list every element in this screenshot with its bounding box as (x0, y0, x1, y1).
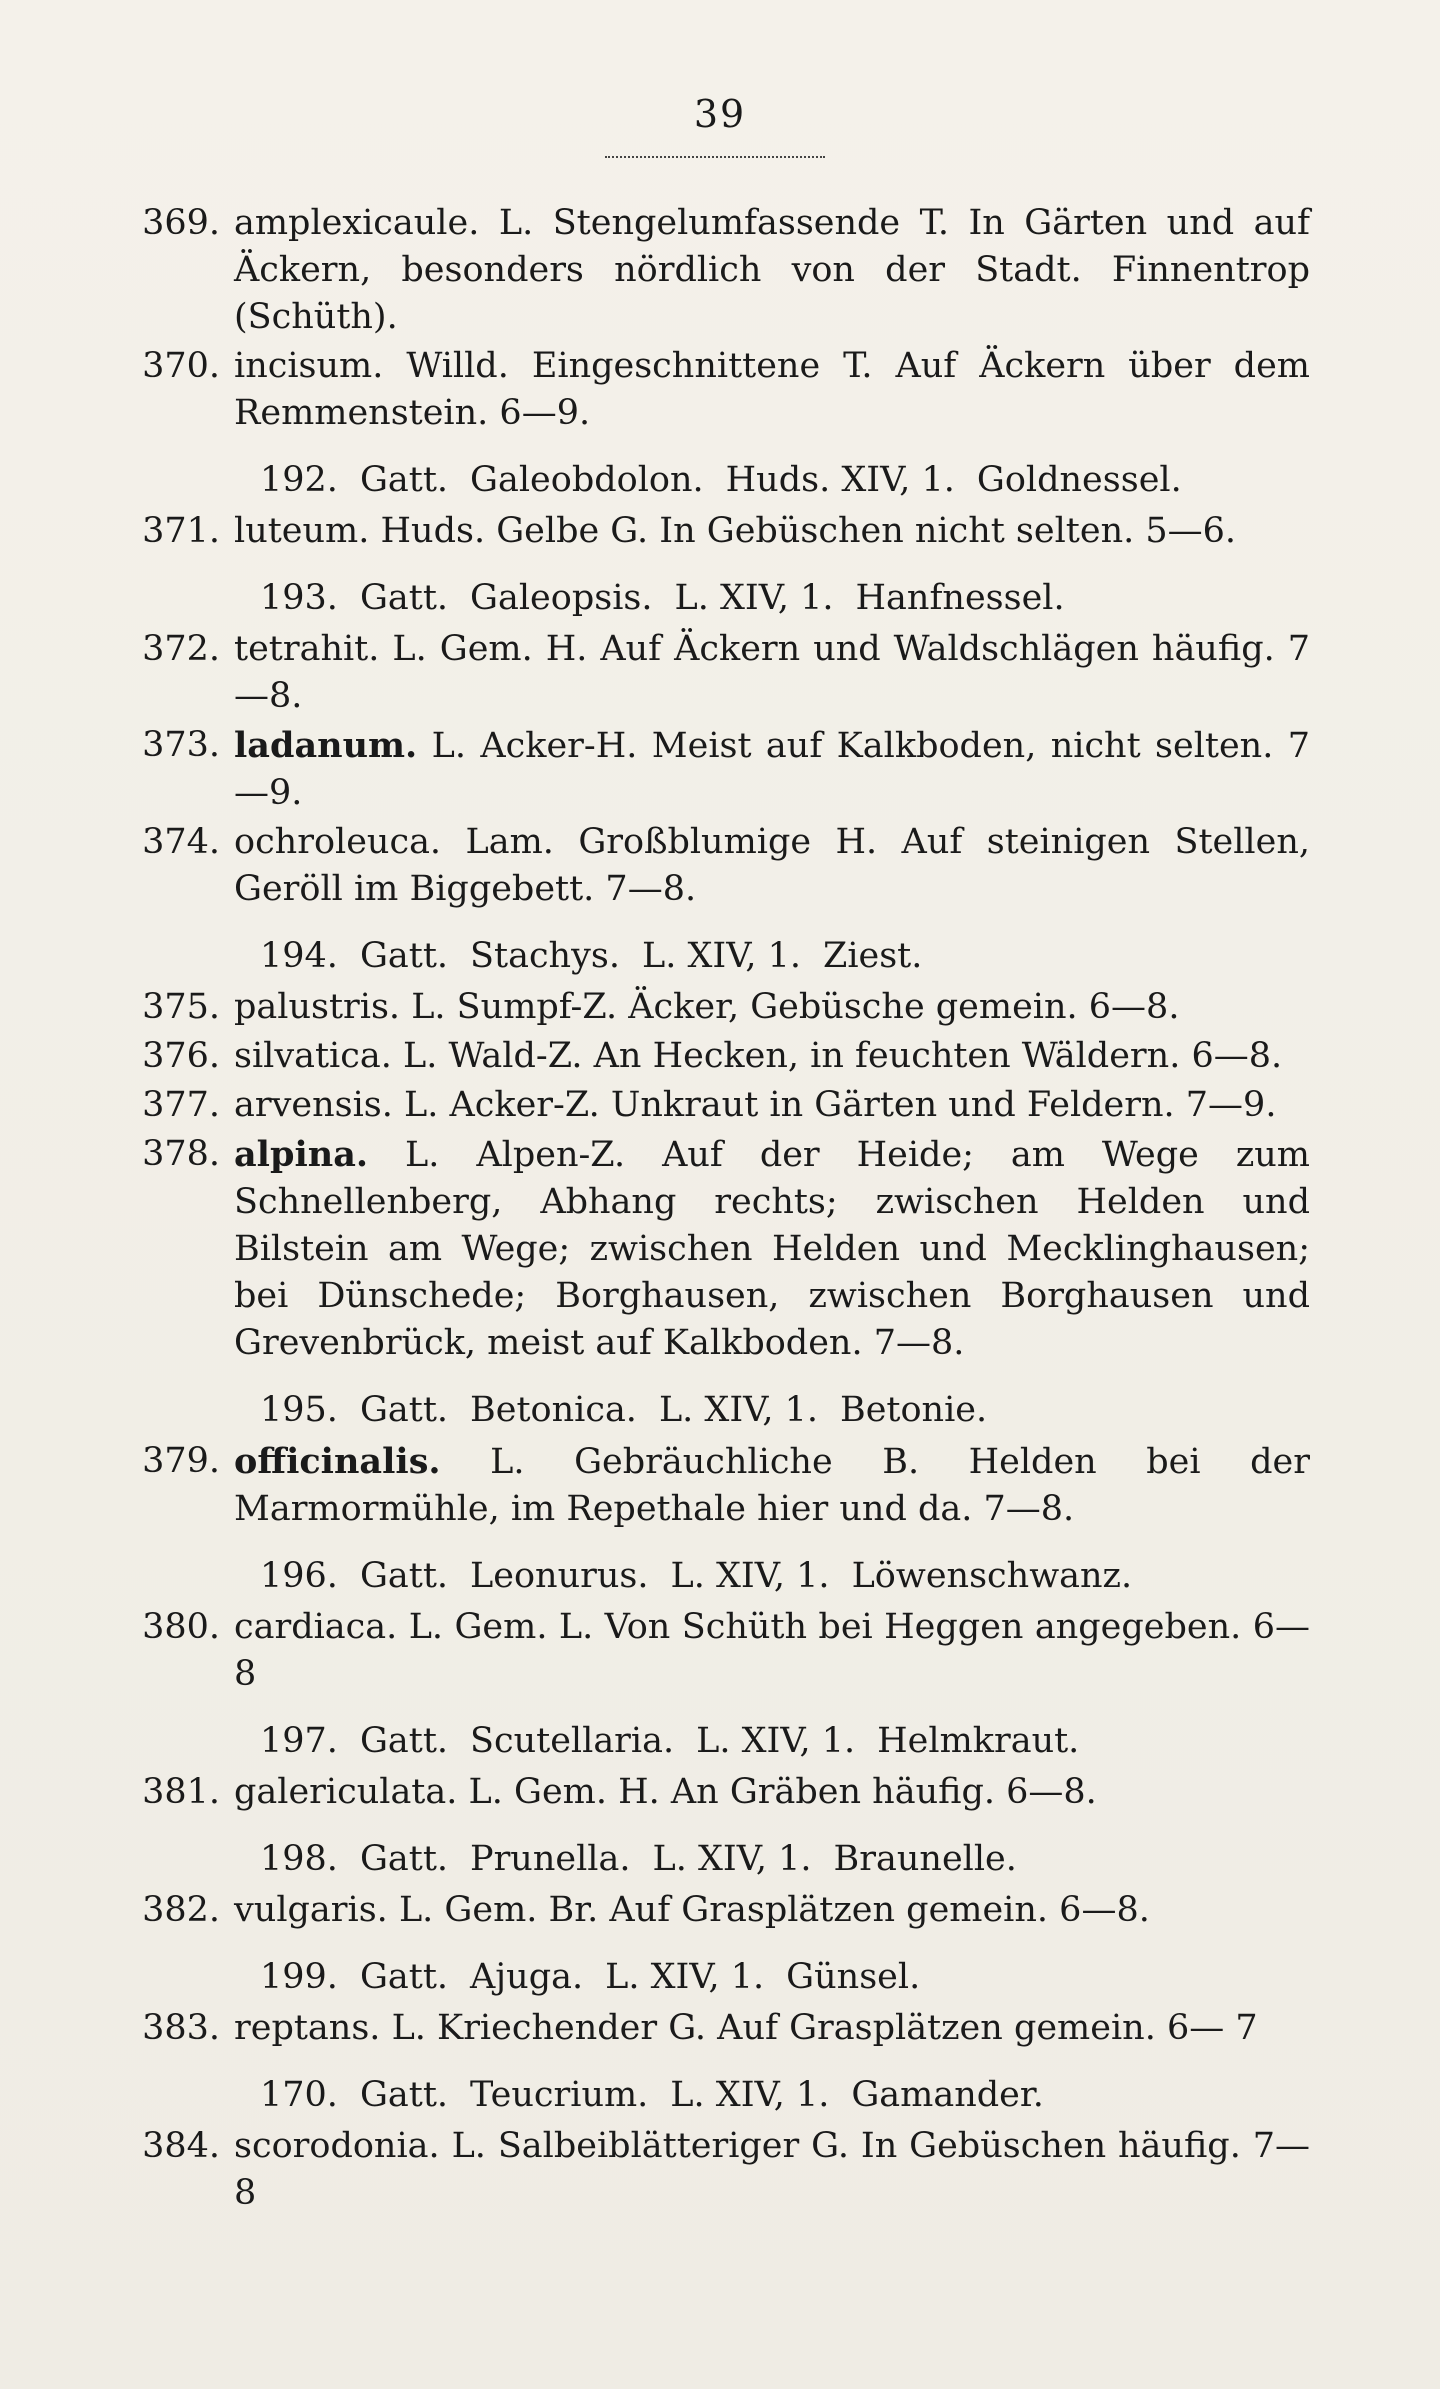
species-description: L. Gem. H. An Gräben häufig. 6—8. (468, 1772, 1097, 1812)
species-description: L. Alpen-Z. Auf der Heide; am Wege zum Schnellenberg, Abhang rechts; zwischen Helden und Bilstein am Wege; zwischen Helden und Mecklinghausen; bei Dünschede; Borghausen, zwischen Borghausen und Grevenbrück, meist auf Kalkboden. 7—8. (234, 1135, 1310, 1363)
species-entry (110, 1082, 1310, 1129)
species-name: incisum. (234, 346, 384, 386)
species-description: L. Salbeiblätteriger G. In Gebüschen häufig. 7— 8 (234, 2126, 1310, 2213)
species-entry (110, 819, 1310, 913)
species-number: 378. (142, 1134, 220, 1174)
species-entry (110, 2123, 1310, 2217)
species-description: L. Gem. Br. Auf Grasplätzen gemein. 6—8. (398, 1890, 1150, 1930)
genus-author: L. XIV, 1. (605, 1957, 765, 1997)
species-description: L. Stengelumfassende T. In Gärten und auf Äckern, besonders nördlich von der Stadt. Finnentrop (Schüth). (234, 203, 1310, 337)
species-name: alpina. (234, 1134, 369, 1175)
genus-num: 192. (260, 460, 338, 500)
genus-heading (110, 457, 1310, 504)
genus-num: 193. (260, 578, 338, 618)
genus-name: Galeobdolon. (470, 460, 704, 500)
species-number: 380. (142, 1607, 220, 1647)
genus-gatt: Gatt. (359, 1721, 449, 1761)
species-name: arvensis. (234, 1085, 393, 1125)
species-number: 382. (142, 1890, 220, 1930)
species-entry (110, 722, 1310, 817)
species-entry (110, 1887, 1310, 1934)
genus-german: Ziest. (823, 936, 923, 976)
species-number: 377. (142, 1085, 220, 1125)
species-description: L. Gem. H. Auf Äckern und Waldschlägen häufig. 7—8. (234, 629, 1310, 716)
genus-heading (110, 2072, 1310, 2119)
genus-german: Günsel. (786, 1957, 921, 1997)
species-entry (110, 1131, 1310, 1367)
species-entry (110, 1438, 1310, 1533)
genus-author: L. XIV, 1. (641, 936, 801, 976)
species-number: 369. (142, 203, 220, 243)
species-name: silvatica. (234, 1036, 392, 1076)
species-text (234, 819, 1310, 913)
species-description: Lam. Großblumige H. Auf steinigen Stellen, Geröll im Biggebett. 7—8. (234, 822, 1310, 909)
species-text (234, 984, 1310, 1031)
species-text (234, 1769, 1310, 1816)
species-entry (110, 2005, 1310, 2052)
species-name: galericulata. (234, 1772, 458, 1812)
species-text (234, 1887, 1310, 1934)
genus-german: Braunelle. (833, 1839, 1017, 1879)
species-text (234, 2123, 1310, 2217)
species-entry (110, 343, 1310, 437)
species-description: L. Kriechender G. Auf Grasplätzen gemein. 6— 7 (391, 2008, 1258, 2048)
genus-heading (110, 575, 1310, 622)
species-description: Willd. Eingeschnittene T. Auf Äckern über dem Remmenstein. 6—9. (234, 346, 1310, 433)
species-name: ladanum. (234, 725, 418, 766)
genus-gatt: Gatt. (359, 2075, 449, 2115)
genus-heading (110, 933, 1310, 980)
species-name: palustris. (234, 987, 401, 1027)
species-number: 371. (142, 511, 220, 551)
species-name: tetrahit. (234, 629, 380, 669)
species-entry (110, 984, 1310, 1031)
genus-num: 198. (260, 1839, 338, 1879)
genus-name: Scutellaria. (470, 1721, 675, 1761)
genus-author: L. XIV, 1. (652, 1839, 812, 1879)
genus-german: Hanfnessel. (855, 578, 1065, 618)
page-number: 39 (693, 92, 747, 136)
genus-heading (110, 1553, 1310, 1600)
species-description: L. Acker-H. Meist auf Kalkboden, nicht selten. 7—9. (234, 726, 1310, 813)
page-body (110, 200, 1310, 2219)
genus-author: L. XIV, 1. (696, 1721, 856, 1761)
species-text (234, 508, 1310, 555)
species-description: L. Sumpf-Z. Äcker, Gebüsche gemein. 6—8. (411, 987, 1180, 1027)
genus-author: Huds. XIV, 1. (725, 460, 955, 500)
species-number: 375. (142, 987, 220, 1027)
genus-heading (110, 1718, 1310, 1765)
species-description: L. Gebräuchliche B. Helden bei der Marmormühle, im Repethale hier und da. 7—8. (234, 1442, 1310, 1529)
species-description: L. Wald-Z. An Hecken, in feuchten Wäldern. 6—8. (402, 1036, 1283, 1076)
genus-num: 170. (260, 2075, 338, 2115)
species-number: 372. (142, 629, 220, 669)
species-text (234, 1438, 1310, 1533)
species-name: luteum. (234, 511, 370, 551)
genus-name: Stachys. (470, 936, 620, 976)
genus-author: L. XIV, 1. (674, 578, 834, 618)
genus-german: Goldnessel. (976, 460, 1182, 500)
species-entry (110, 200, 1310, 341)
species-number: 370. (142, 346, 220, 386)
genus-gatt: Gatt. (359, 1390, 449, 1430)
genus-german: Gamander. (851, 2075, 1044, 2115)
species-number: 383. (142, 2008, 220, 2048)
species-text (234, 1131, 1310, 1367)
genus-german: Löwenschwanz. (851, 1556, 1133, 1596)
genus-gatt: Gatt. (359, 1556, 449, 1596)
species-text (234, 1604, 1310, 1698)
genus-german: Helmkraut. (877, 1721, 1080, 1761)
genus-gatt: Gatt. (359, 936, 449, 976)
species-name: cardiaca. (234, 1607, 398, 1647)
genus-gatt: Gatt. (359, 1839, 449, 1879)
genus-heading (110, 1954, 1310, 2001)
species-text (234, 343, 1310, 437)
genus-heading (110, 1387, 1310, 1434)
genus-gatt: Gatt. (359, 1957, 449, 1997)
species-description: L. Gem. L. Von Schüth bei Heggen angegeben. 6—8 (234, 1607, 1310, 1694)
genus-name: Ajuga. (470, 1957, 584, 1997)
genus-name: Betonica. (470, 1390, 637, 1430)
genus-german: Betonie. (839, 1390, 988, 1430)
species-name: reptans. (234, 2008, 381, 2048)
genus-gatt: Gatt. (359, 578, 449, 618)
species-name: officinalis. (234, 1441, 441, 1482)
species-text (234, 1082, 1310, 1129)
genus-name: Leonurus. (470, 1556, 649, 1596)
species-number: 376. (142, 1036, 220, 1076)
species-text (234, 2005, 1310, 2052)
genus-heading (110, 1836, 1310, 1883)
species-number: 384. (142, 2126, 220, 2166)
species-description: Huds. Gelbe G. In Gebüschen nicht selten. 5—6. (380, 511, 1237, 551)
species-description: L. Acker-Z. Unkraut in Gärten und Feldern. 7—9. (404, 1085, 1277, 1125)
species-name: vulgaris. (234, 1890, 388, 1930)
genus-num: 195. (260, 1390, 338, 1430)
genus-num: 199. (260, 1957, 338, 1997)
species-name: ochroleuca. (234, 822, 442, 862)
genus-num: 196. (260, 1556, 338, 1596)
genus-num: 194. (260, 936, 338, 976)
species-entry (110, 626, 1310, 720)
species-text (234, 722, 1310, 817)
species-number: 381. (142, 1772, 220, 1812)
species-number: 374. (142, 822, 220, 862)
genus-gatt: Gatt. (359, 460, 449, 500)
species-text (234, 200, 1310, 341)
genus-author: L. XIV, 1. (658, 1390, 818, 1430)
species-name: amplexicaule. (234, 203, 480, 243)
species-entry (110, 1033, 1310, 1080)
species-entry (110, 508, 1310, 555)
species-number: 379. (142, 1441, 220, 1481)
genus-author: L. XIV, 1. (670, 1556, 830, 1596)
genus-name: Prunella. (470, 1839, 631, 1879)
species-number: 373. (142, 725, 220, 765)
genus-author: L. XIV, 1. (670, 2075, 830, 2115)
genus-name: Teucrium. (470, 2075, 649, 2115)
species-entry (110, 1604, 1310, 1698)
species-entry (110, 1769, 1310, 1816)
genus-num: 197. (260, 1721, 338, 1761)
genus-name: Galeopsis. (470, 578, 653, 618)
species-text (234, 626, 1310, 720)
species-text (234, 1033, 1310, 1080)
species-name: scorodonia. (234, 2126, 440, 2166)
page-number-ornament (605, 148, 825, 158)
